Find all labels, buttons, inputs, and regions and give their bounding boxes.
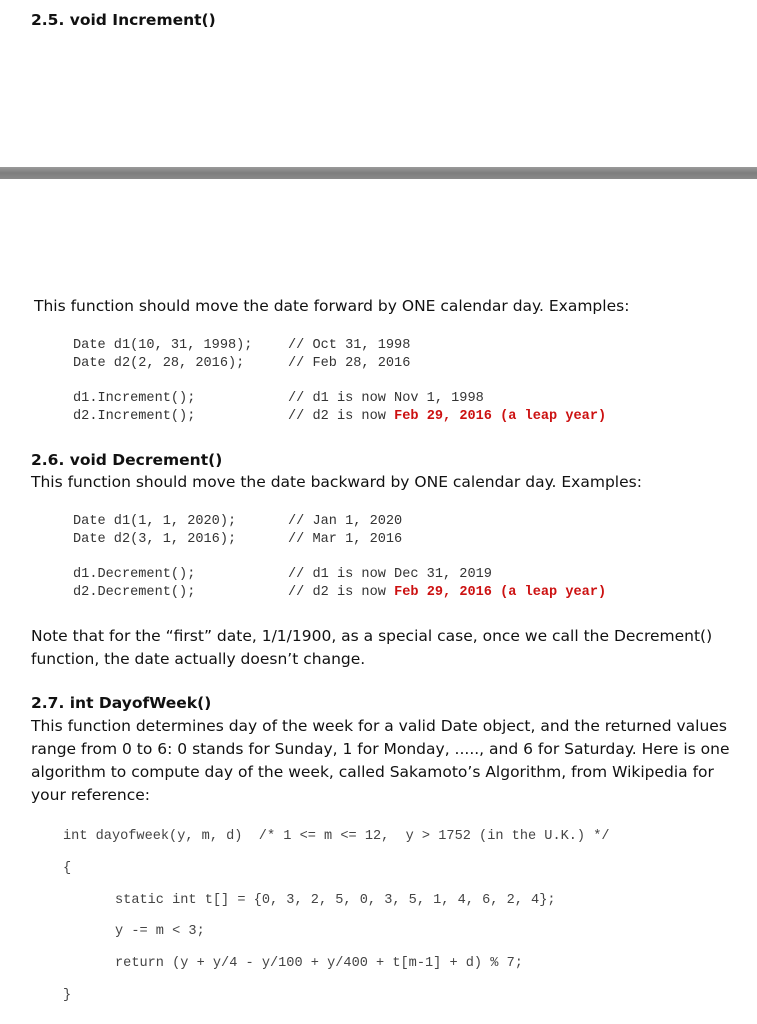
code-comment: // Jan 1, 2020 (288, 514, 403, 529)
code-line: d2.Increment(); (73, 409, 196, 424)
section-heading-dayofweek: 2.7. int DayofWeek() (31, 694, 212, 712)
note-line: Note that for the “first” date, 1/1/1900, as a special case, once we call the Decrement() (31, 627, 713, 645)
code-line: Date d1(10, 31, 1998); (73, 338, 253, 353)
code-line: y -= m < 3; (115, 924, 205, 939)
code-comment: // Oct 31, 1998 (288, 338, 411, 353)
decrement-description: This function should move the date backward by ONE calendar day. Examples: (31, 473, 642, 491)
leap-year-highlight: Feb 29, 2016 (a leap year) (394, 585, 607, 600)
code-line: { (63, 861, 72, 876)
code-line: d1.Decrement(); (73, 567, 196, 582)
section-heading-increment: 2.5. void Increment() (31, 11, 216, 29)
leap-year-highlight: Feb 29, 2016 (a leap year) (394, 409, 607, 424)
code-comment: // Mar 1, 2016 (288, 532, 403, 547)
code-comment: // Feb 28, 2016 (288, 356, 411, 371)
code-comment (288, 409, 606, 424)
code-line: static int t[] = {0, 3, 2, 5, 0, 3, 5, 1, 4, 6, 2, 4}; (115, 893, 556, 908)
code-line: Date d1(1, 1, 2020); (73, 514, 237, 529)
code-comment: // d1 is now Nov 1, 1998 (288, 391, 484, 406)
code-comment (288, 585, 606, 600)
code-line: } (63, 988, 72, 1003)
code-line: d1.Increment(); (73, 391, 196, 406)
paragraph-line: This function determines day of the week for a valid Date object, and the returned values (31, 717, 727, 735)
page-divider-bar (0, 167, 757, 179)
paragraph-line: your reference: (31, 786, 151, 804)
note-line: function, the date actually doesn’t change. (31, 650, 366, 668)
code-line: Date d2(2, 28, 2016); (73, 356, 245, 371)
code-comment: // d1 is now Dec 31, 2019 (288, 567, 492, 582)
section-heading-decrement: 2.6. void Decrement() (31, 451, 223, 469)
paragraph-line: algorithm to compute day of the week, called Sakamoto’s Algorithm, from Wikipedia for (31, 763, 714, 781)
comment-text: // d2 is now (288, 585, 395, 600)
code-line: d2.Decrement(); (73, 585, 196, 600)
code-line: Date d2(3, 1, 2016); (73, 532, 237, 547)
code-line: return (y + y/4 - y/100 + y/400 + t[m-1] + d) % 7; (115, 956, 523, 971)
paragraph-line: range from 0 to 6: 0 stands for Sunday, 1 for Monday, ....., and 6 for Saturday. Here is one (31, 740, 730, 758)
code-line: int dayofweek(y, m, d) /* 1 <= m <= 12, y > 1752 (in the U.K.) */ (63, 829, 610, 844)
increment-description: This function should move the date forward by ONE calendar day. Examples: (34, 297, 630, 315)
comment-text: // d2 is now (288, 409, 395, 424)
